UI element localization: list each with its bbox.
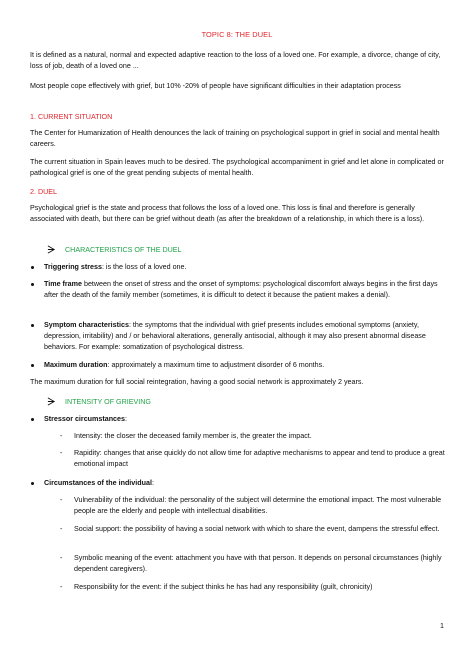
bullet-dot-icon (31, 266, 34, 269)
dash-bullet-icon: - (60, 554, 63, 562)
bullet-text: : the symptoms that the individual with grief presents includes emotional symptoms (anxiety, depression, irritability) and / or behavioral alterations, generally antisocial, although it may also present abnormal disease behaviors. For example: somatization of psychological distress. (44, 321, 426, 352)
dash-item-text: Responsibility for the event: if the subject thinks he has had any responsibility (guilt, chronicity) (74, 583, 373, 591)
bullet-dot-icon (31, 283, 34, 286)
section-2-paragraph-1: Psychological grief is the state and process that follows the loss of a loved one. This loss is final and therefore is generally associated with death, but there can be grief without death (as after the breakdown of a relationship, in which there is a loss). (30, 204, 425, 224)
section-1-paragraph-2: The current situation in Spain leaves much to be desired. The psychological accompaniment in grief and let alone in complicated or pathological grief is one of the great pending subjects of mental health. (30, 158, 444, 178)
dash-bullet-icon: - (60, 496, 63, 504)
bullet-text: between the onset of stress and the onset of symptoms: psychological discomfort always begins in the first days after the death of the family member (sometimes, it is difficult to detect it because the patient makes a denial). (44, 280, 438, 300)
dash-bullet-icon: - (60, 525, 63, 533)
bullet-term: Time frame (44, 280, 82, 288)
intensity-subheading (47, 397, 151, 408)
dash-item-text: Rapidity: changes that arise quickly do not allow time for adaptive mechanisms to appear and tend to produce a great emotional impact (74, 449, 445, 469)
page-number: 1 (440, 622, 444, 630)
bullet-dot-icon (31, 482, 34, 485)
bullet-term: Stressor circumstances (44, 415, 125, 423)
section-1-paragraph-1: The Center for Humanization of Health denounces the lack of training on psychological support in grief in social and mental health careers. (30, 129, 440, 149)
bullet-term: Symptom characteristics (44, 321, 129, 329)
bullet-term: Circumstances of the individual (44, 479, 152, 487)
bullet-text: : approximately a maximum time to adjustment disorder of 6 months. (107, 361, 325, 369)
dash-item-text: Social support: the possibility of having a social network with which to share the event, dampens the stressful effect. (74, 525, 440, 533)
bullet-dot-icon (31, 418, 34, 421)
bullet-colon: : (151, 479, 154, 487)
bullet-term: Triggering stress (44, 263, 102, 271)
dash-bullet-icon: - (60, 583, 63, 591)
bullet-dot-icon (31, 364, 34, 367)
section-1-heading: 1. CURRENT SITUATION (30, 113, 113, 121)
intro-paragraph-1: It is defined as a natural, normal and expected adaptive reaction to the loss of a loved one. For example, a divorce, change of city, loss of job, death of a loved one ... (30, 51, 441, 71)
bullet-term: Maximum duration (44, 361, 108, 369)
section-2-heading: 2. DUEL (30, 188, 57, 196)
intro-paragraph-2: Most people cope effectively with grief, but 10% -20% of people have significant difficulties in their adaptation process (30, 82, 401, 90)
dash-item-text: Symbolic meaning of the event: attachment you have with that person. It depends on personal circumstances (highly dependent caregivers). (74, 554, 442, 574)
dash-bullet-icon: - (60, 449, 63, 457)
dash-item-text: Vulnerability of the individual: the personality of the subject will determine the emotional impact. The most vulnerable people are the elderly and people with intellectual disabilities. (74, 496, 442, 516)
dash-item-text: Intensity: the closer the deceased family member is, the greater the impact. (74, 432, 312, 440)
max-duration-note: The maximum duration for full social reintegration, having a good social network is approximately 2 years. (30, 378, 364, 386)
arrow-bullet-icon (47, 397, 56, 406)
page-title: TOPIC 8: THE DUEL (201, 30, 273, 39)
characteristics-subheading (47, 245, 182, 256)
dash-bullet-icon: - (60, 432, 63, 440)
bullet-text: : is the loss of a loved one. (101, 263, 187, 271)
characteristics-heading-text: CHARACTERISTICS OF THE DUEL (65, 246, 182, 254)
bullet-dot-icon (31, 324, 34, 327)
intensity-heading-text: INTENSITY OF GRIEVING (65, 398, 151, 406)
arrow-bullet-icon (47, 245, 56, 254)
bullet-colon: : (124, 415, 127, 423)
